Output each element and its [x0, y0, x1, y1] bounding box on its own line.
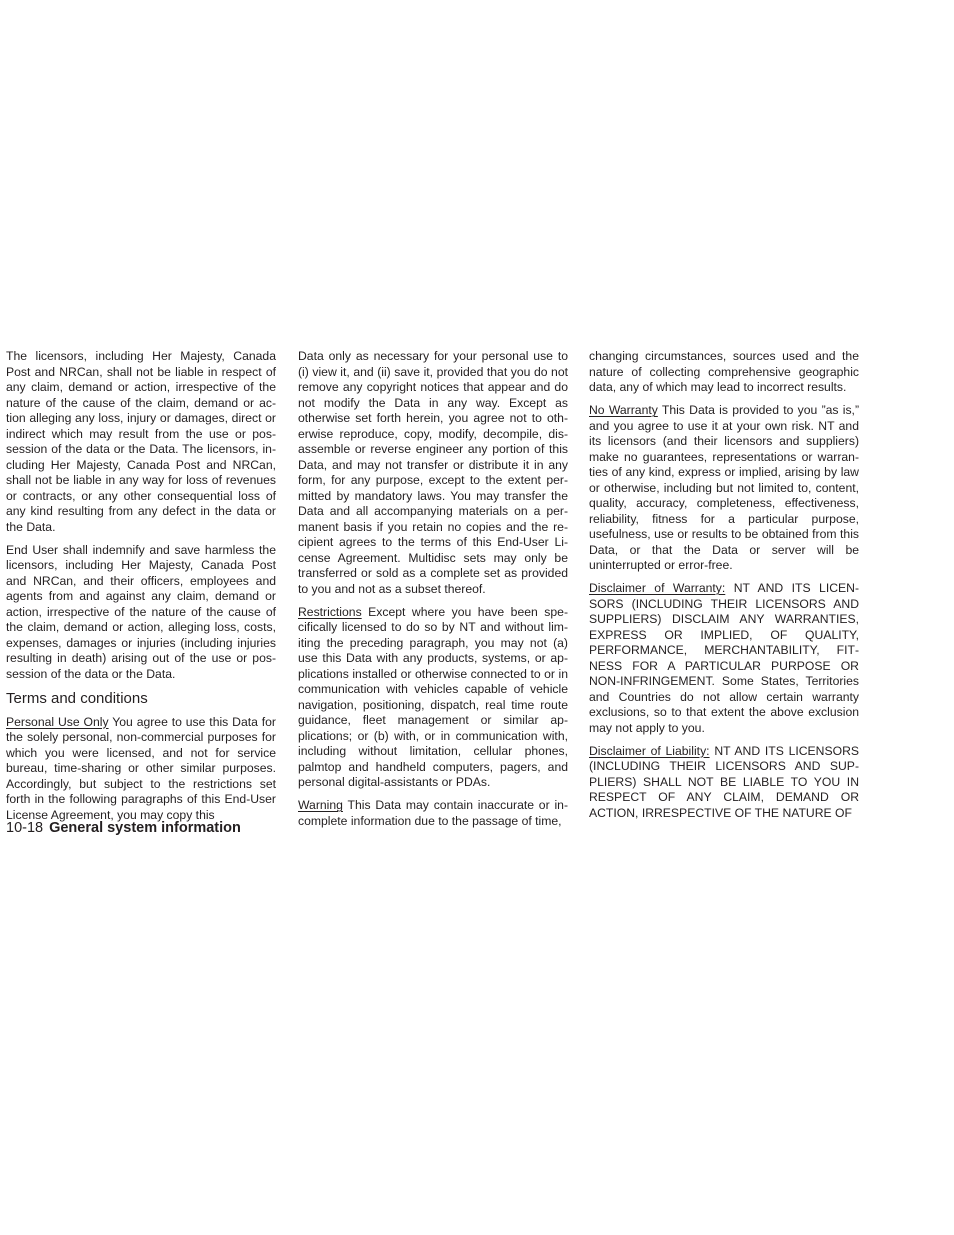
lead-restrictions: Restrictions — [298, 604, 362, 619]
paragraph-personal-use — [6, 715, 276, 824]
lead-disclaimer-liability: Disclaimer of Liability: — [589, 743, 710, 758]
lead-no-warranty: No Warranty — [589, 403, 658, 417]
paragraph-warning — [298, 798, 568, 829]
paragraph-no-warranty — [589, 403, 859, 574]
section-heading-terms: Terms and conditions — [6, 689, 148, 707]
paragraph-disclaimer-liability — [589, 744, 859, 822]
column-1 — [6, 349, 276, 831]
lead-warning: Warning — [298, 798, 343, 812]
lead-disclaimer-warranty: Disclaimer of Warranty: — [589, 581, 726, 595]
body-restrictions: Except where you have been specifically licensed to do so by NT and without limiting the preceding paragraph, you may not (a) use this Data with any products, systems, or applications installed or otherwise connected to or in communication with vehicles capable of vehicle navigation, positioning, dispatch, real time route guidance, fleet management or similar applications; or (b) with, or in communication with, including without limitation, cellular phones, palmtop and handheld computers, pagers, and personal digital-assistants or PDAs. — [298, 604, 568, 789]
page-number: 10-18 — [6, 820, 44, 836]
paragraph-licensors-liability: The licensors, including Her Majesty, Canada Post and NRCan, shall not be liable in respect of any claim, demand or action, irrespective of the nature of the cause of the claim, demand or action alleging any loss, injury or damages, direct or indirect which may result from the use or possession of the data or the Data. The licensors, including Her Majesty, Canada Post and NRCan, shall not be liable in any way for loss of revenues or contracts, or any other consequential loss of any kind resulting from any defect in the data or the Data. — [6, 349, 276, 534]
page-footer — [6, 819, 241, 837]
body-personal-use: You agree to use this Data for the solely personal, non-commercial purposes for which you were licensed, and not for service bureau, time-sharing or other similar purposes. Accordingly, but subject to the restrictions set forth in the following paragraphs of this End-User License Agreement, you may copy this — [6, 714, 276, 822]
body-no-warranty: This Data is provided to you ”as is,” and you agree to use it at your own risk. NT and its licensors (and their licensors and suppliers) make no guarantees, representations or warranties of any kind, express or implied, arising by law or otherwise, including but not limited to, content, quality, accuracy, completeness, effectiveness, reliability, fitness for a particular purpose, usefulness, use or results to be obtained from this Data, or that the Data or server will be uninterrupted or error-free. — [589, 403, 860, 572]
paragraph-restrictions — [298, 605, 568, 791]
body-disclaimer-liability: NT AND ITS LICENSORS (INCLUDING THEIR LICENSORS AND SUPPLIERS) SHALL NOT BE LIABLE TO YOU IN RESPECT OF ANY CLAIM, DEMAND OR ACTION, IRRESPECTIVE OF THE NATURE OF — [589, 743, 860, 820]
column-2 — [298, 349, 568, 837]
section-title: General system information — [49, 820, 241, 836]
paragraph-indemnify: End User shall indemnify and save harmless the licensors, including Her Majesty, Canada Post and NRCan, and their officers, employees and agents from and against any claim, demand or action, irrespective of the nature of the cause of the claim, demand or action, alleging loss, costs, expenses, damages or injuries (including injuries resulting in death) arising out of the use or possession of the data or the Data. — [6, 542, 276, 681]
body-warning: This Data may contain inaccurate or incomplete information due to the passage of time, — [298, 798, 568, 828]
paragraph-disclaimer-warranty — [589, 581, 859, 736]
lead-personal-use-only: Personal Use Only — [6, 714, 109, 729]
paragraph-changing-circumstances: changing circumstances, sources used and the nature of collecting comprehensive geographic data, any of which may lead to incorrect results. — [589, 349, 859, 394]
column-3 — [589, 349, 859, 829]
body-disclaimer-warranty: NT AND ITS LICENSORS (INCLUDING THEIR LICENSORS AND SUPPLIERS) DISCLAIM ANY WARRANTIES, EXPRESS OR IMPLIED, OF QUALITY, PERFORMANCE, MERCHANTABILITY, FITNESS FOR A PARTICULAR PURPOSE OR NON-INFRINGEMENT. Some States, Territories and Countries do not allow certain warranty exclusions, so to that extent the above exclusion may not apply to you. — [589, 581, 860, 735]
paragraph-data-copy: Data only as necessary for your personal use to (i) view it, and (ii) save it, provided that you do not remove any copyright notices that appear and do not modify the Data in any way. Except as otherwise set forth herein, you agree not to otherwise reproduce, copy, modify, decompile, disassemble or reverse engineer any portion of this Data, and may not transfer or distribute it in any form, for any purpose, except to the extent permitted by mandatory laws. You may transfer the Data and all accompanying materials on a permanent basis if you retain no copies and the recipient agrees to the terms of this End-User License Agreement. Multidisc sets may only be transferred or sold as a complete set as provided to you and not as a subset thereof. — [298, 349, 568, 596]
